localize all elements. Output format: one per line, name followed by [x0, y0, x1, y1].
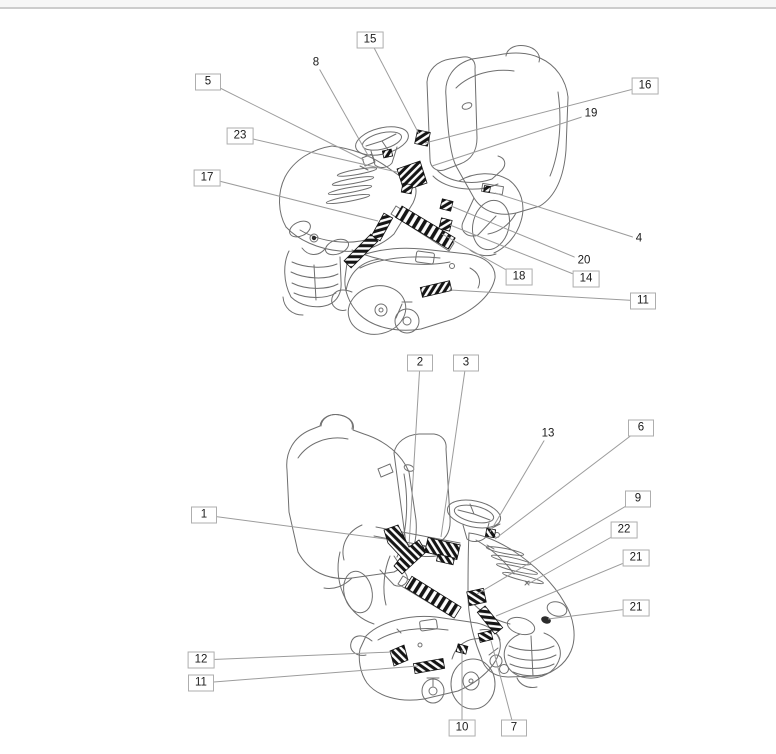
leader-line-16 — [425, 86, 645, 143]
callout-14: 14 — [573, 271, 600, 288]
callout-23: 23 — [227, 128, 254, 145]
callout-22: 22 — [611, 522, 638, 539]
callout-19: 19 — [582, 108, 601, 121]
callout-2: 2 — [407, 355, 433, 372]
leader-line-1 — [204, 515, 386, 539]
leader-line-12 — [201, 652, 392, 660]
callout-20: 20 — [575, 255, 594, 268]
callout-5: 5 — [195, 74, 221, 91]
callout-21: 21 — [623, 600, 650, 617]
leader-line-2 — [409, 363, 420, 546]
leader-line-8 — [316, 63, 369, 157]
leader-line-21 — [496, 558, 636, 616]
callout-17: 17 — [194, 170, 221, 187]
leader-line-23 — [240, 136, 397, 172]
callout-21: 21 — [623, 550, 650, 567]
callout-10: 10 — [449, 720, 476, 737]
leader-line-15 — [370, 40, 419, 134]
leader-line-5 — [208, 82, 364, 160]
callout-7: 7 — [501, 720, 527, 737]
leader-line-4 — [495, 193, 639, 239]
callout-9: 9 — [625, 491, 651, 508]
callout-6: 6 — [628, 420, 654, 437]
callout-1: 1 — [191, 507, 217, 524]
leader-line-7 — [491, 641, 514, 728]
callout-13: 13 — [539, 428, 558, 441]
leader-line-17 — [207, 178, 378, 221]
callout-3: 3 — [453, 355, 479, 372]
leader-line-11 — [201, 666, 418, 683]
leader-line-3 — [441, 363, 466, 537]
callout-15: 15 — [357, 32, 384, 49]
callout-18: 18 — [506, 269, 533, 286]
callout-8: 8 — [310, 57, 322, 70]
callout-12: 12 — [188, 652, 215, 669]
leader-line-13 — [490, 434, 548, 532]
callout-16: 16 — [632, 78, 659, 95]
callout-4: 4 — [633, 233, 645, 246]
leader-line-19 — [432, 114, 591, 166]
leader-line-22 — [528, 530, 624, 584]
callout-11: 11 — [188, 675, 214, 692]
callout-11: 11 — [630, 293, 656, 310]
leader-line-11 — [450, 290, 643, 301]
